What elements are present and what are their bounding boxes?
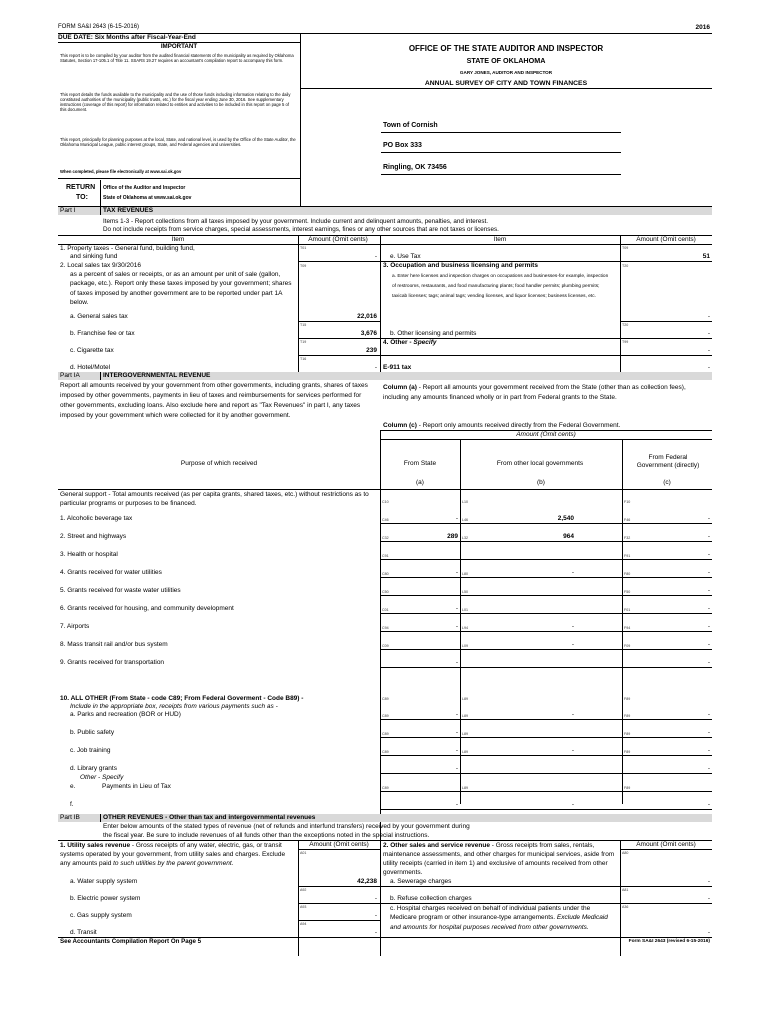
to-label: TO:	[76, 194, 88, 201]
water-supply-code: A01	[300, 851, 307, 855]
part1a-label: Part IA	[60, 372, 80, 379]
other-tax-text: 4. Other -	[383, 339, 412, 346]
due-date: DUE DATE: Six Months after Fiscal-Year-End	[58, 34, 196, 41]
town-address: PO Box 333	[383, 142, 422, 149]
part1-col-item-left: Item	[171, 236, 185, 243]
transit-code: A94	[300, 922, 307, 926]
franchise-fee-label: b. Franchise fee or tax	[70, 330, 135, 337]
col-a-lead: Column (a)	[383, 384, 417, 391]
part1-col-amount-left: Amount (Omit cents)	[308, 236, 368, 243]
intergov-subrow-4-value-a: -	[455, 801, 458, 808]
other-sales-title: 2. Other sales and service revenue	[383, 842, 490, 849]
intergov-row-3-code-a: C32	[382, 536, 389, 540]
intergov-row-label: 2. Street and highways	[60, 533, 127, 540]
intergov-row-6-code-b: L50	[462, 590, 468, 594]
intergov-row-4-value-a: -	[455, 569, 458, 576]
hotel-motel-code: T16	[300, 357, 307, 361]
intergov-row-7-value-b: -	[571, 623, 574, 630]
intergov-subrow-3-code-c: F89	[624, 750, 631, 754]
row-divider	[380, 755, 712, 756]
hospital-text-italic: Exclude Medicaid and amounts for hospital purposes received from other governments.	[390, 914, 608, 931]
row-divider	[380, 631, 712, 632]
survey-title: ANNUAL SURVEY OF CITY AND TOWN FINANCES	[424, 80, 588, 87]
intergov-row-label: 5. Grants received for waste water utilities	[60, 587, 181, 594]
intergov-row-2-code-b: L46	[462, 518, 468, 522]
row10-value-a: -	[455, 711, 458, 718]
hospital-desc	[390, 904, 616, 932]
other-tax-value: -	[707, 347, 710, 354]
gas-supply-code: A93	[300, 905, 307, 909]
franchise-fee-value: 3,676	[360, 330, 377, 337]
local-sales-tax-code: T09	[300, 264, 307, 268]
amount-omit-cents: Amount (Omit cents)	[516, 431, 576, 438]
row-divider	[380, 541, 712, 542]
return-label: RETURN	[66, 184, 96, 191]
intergov-row-6-code-a: C50	[382, 590, 389, 594]
part1a-instructions: Report all amounts received by your government from other governments, including grants, shares of taxes imposed by other governments, payments in lieu of taxes and reimbursements for services performed for other governments, excluding loans. Also exclude here and report as "Tax Revenues" in part I, any taxes imposed by your government which were collected for it by another government.	[60, 382, 368, 420]
intergov-row-6-value-a: -	[455, 605, 458, 612]
cigarette-tax-code: T19	[300, 340, 307, 344]
general-sales-tax-label: a. General sales tax	[70, 313, 128, 320]
other-tax-code: T99	[622, 340, 629, 344]
intergov-subrow-label: f.	[70, 801, 74, 808]
intergov-row-9-code-a: C09	[382, 644, 389, 648]
electric-power-code: A92	[300, 888, 307, 892]
col-b-header: From other local governments	[496, 460, 584, 467]
intergov-row-4-value-c: -	[707, 569, 710, 576]
row10-value-b: -	[571, 711, 574, 718]
intergov-row-5-value-c: -	[707, 587, 710, 594]
row-e-text: Payments in Lieu of Tax	[102, 783, 171, 790]
use-tax-code: T09	[622, 246, 629, 250]
row-divider	[380, 649, 712, 650]
intergov-row-1-code-c: F10	[624, 500, 631, 504]
cigarette-tax-value: 239	[366, 347, 377, 354]
intergov-row-3-code-c: F32	[624, 536, 631, 540]
return-address-1: Office of the Auditor and Inspector	[103, 185, 186, 191]
intergov-subrow-4-value-c: -	[707, 801, 710, 808]
intergov-subrow-2-code-a: C89	[382, 732, 389, 736]
col-c-header: From Federal Government (directly)	[636, 454, 700, 470]
important-p4[interactable]: When completed, please file electronically at www.sai.ok.gov	[60, 169, 182, 174]
intergov-row-label: 3. Health or hospital	[60, 551, 118, 558]
other-tax-specify: Specify	[413, 339, 437, 346]
intergov-row-8-code-c: F94	[624, 626, 631, 630]
form-year: 2016	[695, 24, 710, 31]
purpose-header: Purpose of which received	[180, 460, 258, 467]
utility-sales-text: - Gross receipts of any water, electric, gas, or transit systems operated by your government, from utility sales and charges. Exclude any amounts paid	[60, 842, 286, 868]
important-title: IMPORTANT	[160, 43, 198, 50]
sewerage-value: -	[707, 878, 710, 885]
intergov-row-3-code-b: L32	[462, 536, 468, 540]
gas-supply-label: c. Gas supply system	[70, 912, 132, 919]
intergov-row-2-value-a: 289	[447, 533, 458, 540]
local-sales-tax-desc: as a percent of sales or receipts, or as an amount per unit of sale (gallon, package, etc.). Report only these taxes imposed by your government; shares of taxes imposed by another government are to be reported under part 1A below.	[70, 271, 292, 307]
intergov-row-8-code-b: L94	[462, 626, 468, 630]
intergov-row-7-code-c: F01	[624, 608, 631, 612]
part1a-col-c-instr	[383, 422, 703, 430]
intergov-row-7-value-a: -	[455, 623, 458, 630]
col-c-text: - Report only amounts received directly from the Federal Government.	[416, 422, 621, 429]
electric-power-value: -	[374, 895, 377, 902]
row10-label: 10. ALL OTHER (From State - code C89; From Federal Goverment - Code B89) -	[60, 695, 304, 702]
hospital-value: -	[707, 929, 710, 936]
intergov-row-4-code-a: C91	[382, 554, 389, 558]
row10-note: Include in the appropriate box, receipts from various payments such as -	[70, 703, 278, 710]
intergov-row-6-code-c: F50	[624, 590, 631, 594]
general-support-text	[60, 490, 376, 509]
hospital-code: A36	[622, 905, 629, 909]
part1a-col-a-instr	[383, 383, 703, 403]
row-divider	[380, 773, 712, 774]
other-licensing-label: b. Other licensing and permits	[390, 330, 477, 337]
property-taxes-value: -	[374, 253, 377, 260]
intergov-row-8-value-b: -	[571, 641, 574, 648]
other-sales-desc	[383, 841, 615, 877]
intergov-row-3-value-c: -	[707, 551, 710, 558]
other-sales-code: A80	[622, 851, 629, 855]
part1b-amount-left: Amount (Omit cents)	[309, 841, 369, 848]
col-c-sub: (c)	[663, 479, 671, 486]
intergov-subrow-1-value-a: -	[455, 729, 458, 736]
intergov-row-2-code-c: F46	[624, 518, 631, 522]
general-sales-tax-value: 22,016	[357, 313, 377, 320]
row10-code-c: F89	[624, 697, 631, 701]
return-address-2: State of Oklahoma at www.sai.ok.gov	[103, 195, 192, 201]
row10a-label: a. Parks and recreation (BOR or HUD)	[70, 711, 181, 718]
col-a-text: - Report all amounts your government received from the State (other than as collection fees), including any amounts financed wholly or in part from Federal grants to the State.	[383, 384, 686, 402]
intergov-subrow-label: d. Library grants	[70, 765, 117, 772]
form-page	[58, 24, 712, 954]
occupation-licensing-desc: a. Enter here licenses and inspection charges on occupations and businesses-for example, inspection of restrooms, restaurants, and food manufacturing plants; food handler permits; plumbing permits; taxicab licenses; tags; animal tags; vending licenses, and liquor licenses; business licenses, etc.	[392, 274, 609, 300]
intergov-row-1-value-b: 2,540	[557, 515, 574, 522]
intergov-row-1-value-c: -	[707, 515, 710, 522]
cigarette-tax-label: c. Cigarette tax	[70, 347, 114, 354]
part1b-amount-right: Amount (Omit cents)	[636, 841, 696, 848]
other-tax-label	[383, 339, 436, 347]
intergov-row-9-value-a: -	[455, 659, 458, 666]
col-c-lead: Column (c)	[383, 422, 417, 429]
part1-instr2: Do not include receipts from service charges, special assessments, interest earnings, fines or any other sources that are not taxes or licenses.	[103, 226, 499, 233]
intergov-row-6-value-c: -	[707, 605, 710, 612]
property-taxes-label-2: and sinking fund	[70, 253, 118, 260]
part1b-label: Part IB	[60, 814, 80, 821]
row10-code-a: C89	[382, 697, 389, 701]
occupation-licensing-value: -	[707, 313, 710, 320]
part1a-title: INTERGOVERNMENTAL REVENUE	[103, 372, 211, 379]
row10-value-c: -	[707, 711, 710, 718]
refuse-value: -	[707, 895, 710, 902]
row-divider	[380, 791, 712, 792]
col-a-header: From State	[403, 460, 437, 467]
intergov-subrow-3-value-c: -	[707, 765, 710, 772]
intergov-row-2-value-b: 964	[563, 533, 574, 540]
col-b-sub: (b)	[537, 479, 545, 486]
intergov-subrow-4-code-a: C89	[382, 786, 389, 790]
office-title: OFFICE OF THE STATE AUDITOR AND INSPECTOR	[408, 44, 604, 53]
franchise-fee-code: T15	[300, 323, 307, 327]
intergov-row-7-code-b: L01	[462, 608, 468, 612]
state-title: STATE OF OKLAHOMA	[466, 56, 546, 65]
intergov-row-label: 6. Grants received for housing, and community development	[60, 605, 234, 612]
intergov-row-7-value-c: -	[707, 623, 710, 630]
row-divider	[380, 719, 712, 720]
intergov-row-5-code-c: F80	[624, 572, 631, 576]
intergov-subrow-1-code-b: L89	[462, 714, 468, 718]
utility-sales-title: 1. Utility sales revenue	[60, 842, 131, 849]
part1-col-item-right: Item	[493, 236, 507, 243]
refuse-label: b. Refuse collection charges	[390, 895, 472, 902]
intergov-subrow-2-value-b: -	[571, 747, 574, 754]
intergov-subrow-4-code-c: F89	[624, 786, 631, 790]
intergov-subrow-1-value-c: -	[707, 729, 710, 736]
intergov-row-label: 9. Grants received for transportation	[60, 659, 165, 666]
intergov-row-4-value-b: -	[571, 569, 574, 576]
water-supply-value: 42,238	[357, 878, 377, 885]
footer-form-revision: Form SA&I 2643 (revised 6-15-2016)	[628, 939, 710, 944]
utility-sales-desc	[60, 841, 296, 868]
intergov-subrow-2-code-b: L89	[462, 732, 468, 736]
sewerage-label: a. Sewerage charges	[390, 878, 452, 885]
intergov-subrow-3-code-b: L89	[462, 750, 468, 754]
use-tax-label: e. Use Tax	[390, 253, 421, 260]
intergov-row-8-code-a: C94	[382, 626, 389, 630]
intergov-row-7-code-a: C01	[382, 608, 389, 612]
part1b-title: OTHER REVENUES - Other than tax and intergovernmental revenues	[103, 814, 316, 821]
intergov-row-8-value-c: -	[707, 641, 710, 648]
transit-value: -	[374, 929, 377, 936]
important-p1: This report is to be compiled by your auditor from the audited financial statements of the municipality as required by Oklahoma Statutes, Section 17-105.1 of Title 11. SSARS 19.27 requires an accountant's compilation report to accompany this form.	[60, 53, 294, 64]
intergov-subrow-4-code-b: L89	[462, 786, 468, 790]
row10-code-b: L89	[462, 697, 468, 701]
row-divider	[380, 595, 712, 596]
col-a-sub: (a)	[416, 479, 424, 486]
part1-title: TAX REVENUES	[103, 207, 154, 214]
intergov-row-9-value-c: -	[707, 659, 710, 666]
town-city: Ringling, OK 73456	[383, 164, 447, 171]
intergov-row-2-value-c: -	[707, 533, 710, 540]
other-licensing-value: -	[707, 330, 710, 337]
intergov-subrow-1-code-a: C89	[382, 714, 389, 718]
part1b-instr1: Enter below amounts of the stated types of revenue (net of refunds and interfund transfers) received by your government during	[103, 823, 470, 830]
form-id: FORM SA&I 2643 (6-15-2016)	[58, 24, 140, 30]
intergov-row-label: 1. Alcoholic beverage tax	[60, 515, 133, 522]
footer-compilation-note: See Accountants Compilation Report On Page 5	[60, 938, 202, 945]
intergov-subrow-2-value-c: -	[707, 747, 710, 754]
intergov-subrow-3-value-a: -	[455, 765, 458, 772]
important-p3: This report, principally for planning purposes at the local, State, and national level, is used by the Office of the State Auditor, the Oklahoma Municipal League, public interest groups, State, and Federal agencies and universities.	[60, 137, 296, 148]
row-divider	[380, 523, 712, 524]
utility-sales-text-italic: to such utilities by the parent government.	[113, 860, 234, 868]
intergov-subrow-label: c. Job training	[70, 747, 111, 754]
intergov-row-9-code-c: F09	[624, 644, 631, 648]
hotel-motel-label: d. Hotel/Motel	[70, 364, 111, 371]
intergov-row-5-code-a: C80	[382, 572, 389, 576]
water-supply-label: a. Water supply system	[70, 878, 138, 885]
intergov-row-5-code-b: L80	[462, 572, 468, 576]
use-tax-value: 51	[702, 253, 710, 260]
e911-label: E-911 tax	[383, 364, 412, 371]
intergov-subrow-2-value-a: -	[455, 747, 458, 754]
row-divider	[380, 737, 712, 738]
intergov-subrow-3-code-a: C89	[382, 750, 389, 754]
intergov-subrow-4-value-b: -	[571, 801, 574, 808]
refuse-code: A81	[622, 888, 629, 892]
property-taxes-label: 1. Property taxes - General fund, building fund,	[60, 245, 195, 252]
intergov-row-1-value-a: -	[455, 515, 458, 522]
intergov-subrow-2-code-c: F89	[624, 732, 631, 736]
intergov-subrow-label: b. Public safety	[70, 729, 115, 736]
auditor-name: GARY JONES, AUDITOR AND INSPECTOR	[459, 70, 553, 75]
row-divider	[380, 559, 712, 560]
part1-col-amount-right: Amount (Omit cents)	[636, 236, 696, 243]
important-p2: This report details the funds available to the municipality and the use of those funds including information relating to the daily constituted authorities of the municipality (public trusts, etc.) for the fiscal year ending June 30, 2016. See supplementary instructions (coverage of this report) for information related to entities and activities to be included in this report on page 5 of this document.	[60, 92, 291, 113]
intergov-row-2-code-a: C46	[382, 518, 389, 522]
row-divider	[380, 577, 712, 578]
electric-power-label: b. Electric power system	[70, 895, 141, 902]
occupation-licensing-label: 3. Occupation and business licensing and permits	[383, 262, 538, 269]
other-specify-label: Other - Specify	[80, 774, 124, 781]
intergov-row-1-code-a: C10	[382, 500, 389, 504]
hotel-motel-value: -	[374, 364, 377, 371]
intergov-row-label: 7. Airports	[60, 623, 90, 630]
row-divider	[380, 809, 712, 810]
e911-value: -	[707, 364, 710, 371]
other-licensing-code: T20	[622, 323, 629, 327]
local-sales-tax-label: 2. Local sales tax 9/30/2016	[60, 262, 141, 269]
intergov-row-9-code-b: L09	[462, 644, 468, 648]
row-divider	[380, 613, 712, 614]
part1-bar	[58, 207, 712, 215]
part1-instr1: Items 1-3 - Report collections from all taxes imposed by your government. Include current and delinquent amounts, penalties, and interest.	[103, 218, 489, 225]
town-name: Town of Cornish	[383, 122, 438, 129]
other-sales-text: - Gross receipts from sales, rentals, maintenance assessments, and other charges for municipal services, aside from utility receipts (carried in item 1) and exclusive of amounts received from other governments.	[383, 842, 615, 877]
part1-label: Part I	[60, 207, 76, 214]
property-taxes-code: T01	[300, 246, 307, 250]
transit-label: d. Transit	[70, 929, 97, 936]
intergov-row-4-code-c: F91	[624, 554, 631, 558]
row-divider	[380, 667, 712, 668]
part1b-instr2: the fiscal year. Be sure to include revenues of all funds other than the exceptions noted in the special instructions.	[103, 832, 430, 839]
general-support-desc: General support - Total amounts received (as per capita grants, shared taxes, etc.) without restrictions as to particular programs or purposes to be financed.	[60, 491, 369, 508]
intergov-subrow-1-code-c: F89	[624, 714, 631, 718]
row-e-label: e.	[70, 783, 76, 790]
intergov-row-label: 8. Mass transit rail and/or bus system	[60, 641, 168, 648]
hospital-text: c. Hospital charges received on behalf of individual patients under the Medicare program or other insurance-type arrangements.	[390, 905, 591, 922]
intergov-row-label: 4. Grants received for water utilities	[60, 569, 162, 576]
intergov-row-1-code-b: L10	[462, 500, 468, 504]
gas-supply-value: -	[374, 912, 377, 919]
occupation-licensing-code: T20	[622, 264, 629, 268]
